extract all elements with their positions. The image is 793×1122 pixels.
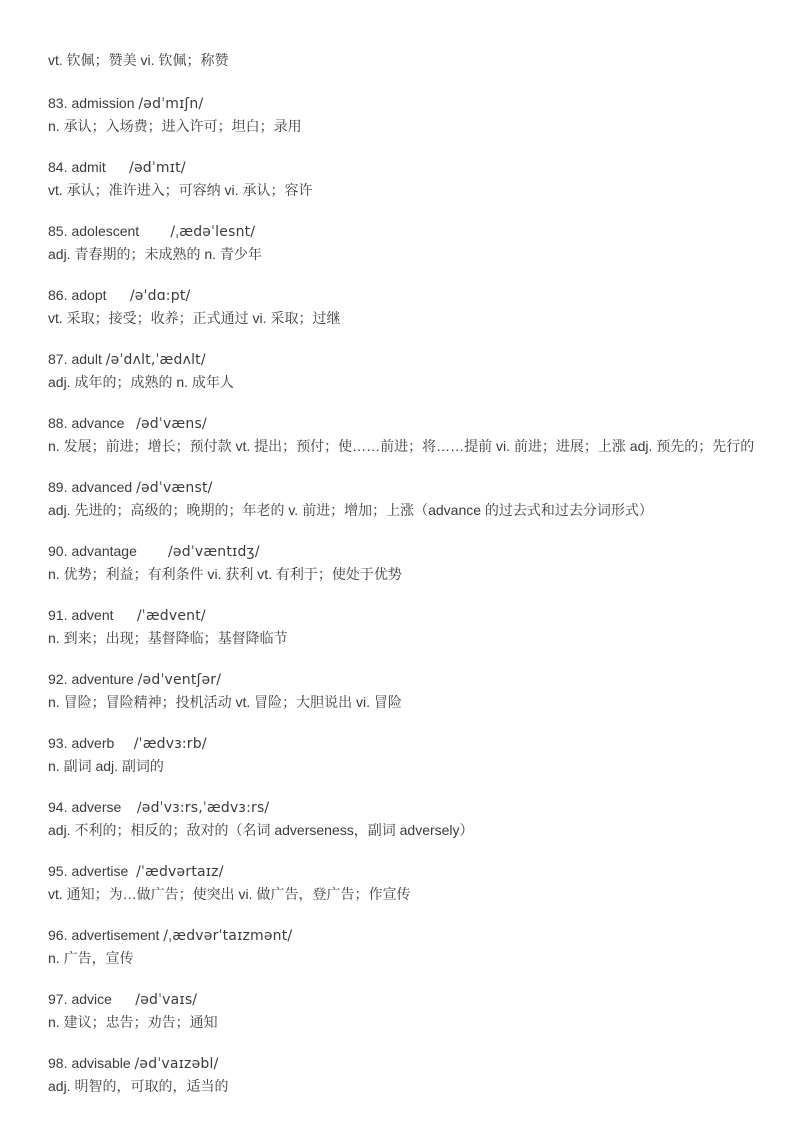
entry-phonetic: /ədˈvɜ:rs,ˈædvɜ:rs/ xyxy=(136,800,270,816)
entry-headline xyxy=(48,476,749,499)
entry-word: advance xyxy=(71,415,125,431)
entry-word: admit xyxy=(71,159,106,175)
entry-phonetic: /ədˈvæntɪdʒ/ xyxy=(168,544,260,560)
entry-word: advanced xyxy=(71,479,133,495)
entry-word: adverb xyxy=(71,735,115,751)
entry-phonetic: /ˈædvɜ:rb/ xyxy=(133,736,207,752)
entry-headline xyxy=(48,284,749,307)
entry-number: 95. xyxy=(48,863,68,879)
vocab-entry xyxy=(48,988,749,1033)
entry-headline xyxy=(48,156,749,179)
entry-headline xyxy=(48,540,749,563)
vocab-entry xyxy=(48,476,749,521)
entry-definition: n. 到来；出现；基督降临；基督降临节 xyxy=(48,630,288,646)
entry-word: adopt xyxy=(71,287,107,303)
entry-phonetic: /ədˈventʃər/ xyxy=(137,672,222,688)
entry-number: 98. xyxy=(48,1055,68,1071)
entry-phonetic: /əˈdʌlt,ˈædʌlt/ xyxy=(105,352,206,368)
entry-headline xyxy=(48,92,749,115)
entry-word-phonetic-spacer xyxy=(112,991,135,1007)
entry-number: 87. xyxy=(48,351,68,367)
entry-word: advertise xyxy=(71,863,129,879)
entry-phonetic: /ˈædvent/ xyxy=(136,608,206,624)
vocab-entry xyxy=(48,220,749,265)
entry-word: advantage xyxy=(71,543,137,559)
entry-phonetic: /ədˈvæns/ xyxy=(136,416,207,432)
entry-definition: n. 优势；利益；有利条件 vi. 获利 vt. 有利于；使处于优势 xyxy=(48,566,402,582)
entry-word-phonetic-spacer xyxy=(139,223,170,239)
vocab-entry xyxy=(48,796,749,841)
entry-definition: adj. 先进的；高级的；晚期的；年老的 v. 前进；增加；上涨（advance 的过去式和过去分词形式） xyxy=(48,502,653,518)
entry-word: adventure xyxy=(71,671,134,687)
entry-word-phonetic-spacer xyxy=(107,287,130,303)
entry-headline xyxy=(48,1052,749,1075)
entry-word-phonetic-spacer xyxy=(114,607,137,623)
entry-word: advisable xyxy=(71,1055,131,1071)
entry-phonetic: /ədˈmɪt/ xyxy=(129,160,186,176)
vocab-entry xyxy=(48,156,749,201)
entry-headline xyxy=(48,732,749,755)
entry-headline xyxy=(48,348,749,371)
entry-number: 97. xyxy=(48,991,68,1007)
entry-number: 93. xyxy=(48,735,68,751)
vocab-entry xyxy=(48,732,749,777)
entry-number: 86. xyxy=(48,287,68,303)
entry-definition: vt. 采取；接受；收养；正式通过 vi. 采取；过继 xyxy=(48,310,341,326)
vocab-entry xyxy=(48,668,749,713)
entry-word: advice xyxy=(71,991,112,1007)
entry-definition: vt. 通知；为…做广告；使突出 vi. 做广告，登广告；作宣传 xyxy=(48,886,411,902)
entry-definition: adj. 青春期的；未成熟的 n. 青少年 xyxy=(48,246,262,262)
entry-headline xyxy=(48,220,749,243)
entry-definition: n. 副词 adj. 副词的 xyxy=(48,758,164,774)
entry-number: 89. xyxy=(48,479,68,495)
vocab-entry xyxy=(48,860,749,905)
entry-definition: adj. 成年的；成熟的 n. 成年人 xyxy=(48,374,234,390)
entry-definition: n. 建议；忠告；劝告；通知 xyxy=(48,1014,218,1030)
entry-headline xyxy=(48,924,749,947)
entry-definition: adj. 不利的；相反的；敌对的（名词 adverseness，副词 adversely） xyxy=(48,822,474,838)
entry-word-phonetic-spacer xyxy=(106,159,129,175)
entry-word-phonetic-spacer xyxy=(128,863,136,879)
entry-phonetic: /ədˈvaɪzəbl/ xyxy=(134,1056,219,1072)
entry-phonetic: /ədˈvaɪs/ xyxy=(135,992,198,1008)
entry-list xyxy=(48,92,755,1097)
entry-definition: n. 广告，宣传 xyxy=(48,950,134,966)
entry-number: 84. xyxy=(48,159,68,175)
entry-word: advent xyxy=(71,607,114,623)
entry-number: 88. xyxy=(48,415,68,431)
entry-phonetic: /ˌædəˈlesnt/ xyxy=(170,224,256,240)
entry-word-phonetic-spacer xyxy=(137,543,168,559)
entry-definition: vt. 承认；准许进入；可容纳 vi. 承认；容许 xyxy=(48,182,313,198)
vocab-entry xyxy=(48,284,749,329)
entry-word-phonetic-spacer xyxy=(121,799,137,815)
entry-number: 90. xyxy=(48,543,68,559)
vocab-entry xyxy=(48,924,749,969)
entry-definition: n. 承认；入场费；进入许可；坦白；录用 xyxy=(48,118,302,134)
entry-definition: n. 冒险；冒险精神；投机活动 vt. 冒险；大胆说出 vi. 冒险 xyxy=(48,694,402,710)
entry-definition: adj. 明智的，可取的，适当的 xyxy=(48,1078,229,1094)
entry-headline xyxy=(48,604,749,627)
leading-definition-line: vt. 钦佩；赞美 vi. 钦佩；称赞 xyxy=(48,52,229,68)
entry-headline xyxy=(48,796,749,819)
entry-phonetic: /ˌædvərˈtaɪzmənt/ xyxy=(163,928,293,944)
entry-headline xyxy=(48,412,749,435)
vocab-entry xyxy=(48,1052,749,1097)
entry-number: 94. xyxy=(48,799,68,815)
vocab-entry xyxy=(48,92,749,137)
entry-headline xyxy=(48,668,749,691)
entry-phonetic: /ədˈmɪʃn/ xyxy=(138,96,204,112)
entry-headline xyxy=(48,988,749,1011)
entry-headline xyxy=(48,860,749,883)
entry-number: 91. xyxy=(48,607,68,623)
vocab-entry xyxy=(48,604,749,649)
entry-number: 83. xyxy=(48,95,68,111)
entry-word: advertisement xyxy=(71,927,160,943)
entry-number: 92. xyxy=(48,671,68,687)
entry-number: 96. xyxy=(48,927,68,943)
entry-phonetic: /əˈdɑ:pt/ xyxy=(129,288,191,304)
entry-word-phonetic-spacer xyxy=(114,735,133,751)
entry-phonetic: /ədˈvænst/ xyxy=(136,480,213,496)
entry-word-phonetic-spacer xyxy=(124,415,136,431)
entry-word: admission xyxy=(71,95,135,111)
entry-definition: n. 发展；前进；增长；预付款 vt. 提出；预付；使……前进；将……提前 vi. 前进；进展；上涨 adj. 预先的；先行的 xyxy=(48,438,755,454)
entry-word: adult xyxy=(71,351,102,367)
entry-number: 85. xyxy=(48,223,68,239)
entry-phonetic: /ˈædvərtaɪz/ xyxy=(136,864,224,880)
vocab-entry xyxy=(48,412,755,457)
vocab-entry xyxy=(48,348,749,393)
vocab-entry xyxy=(48,540,749,585)
entry-word: adolescent xyxy=(71,223,140,239)
entry-word: adverse xyxy=(71,799,122,815)
